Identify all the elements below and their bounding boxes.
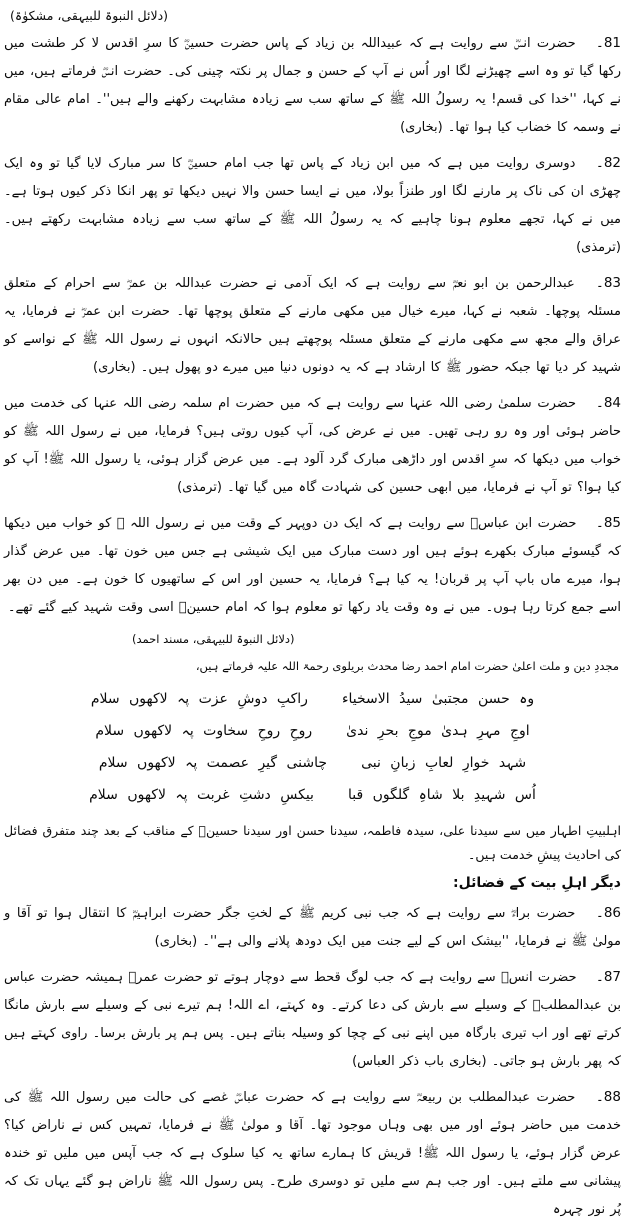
hadith-81: [4, 29, 621, 142]
couplet-4-first-hemistich: اُس شہیدِ بلا شاہِ گلگوں قبا: [347, 787, 536, 803]
hadith-81-text: حضرت انسؓ سے روایت ہے کہ عبیداللہ بن زیاد کے پاس حضرت حسینؓ کا سرِ اقدس لا کر طشت میں رکھا گیا تو وہ اسے چھیڑنے لگا اور اُس نے آپ کے حسن و جمال پر نکتہ چینی کی۔ حضرت انسؓ فرماتے ہیں، میں نے کہا، ''خدا کی قسم! یہ رسولُ اللہ ﷺ کے ساتھ سب سے زیادہ مشابہت رکھنے والے ہیں''۔ امام عالی مقام نے وسمہ کا خضاب کیا ہوا تھا۔ (بخاری): [4, 36, 621, 135]
hadith-82-text: دوسری روایت میں ہے کہ میں ابن زیاد کے پاس تھا جب امام حسینؓ کا سر مبارک لایا گیا تو وہ ایک چھڑی ان کی ناک پر مارنے لگا اور طنزاً بولا، میں نے ایسا حسن والا نہیں دیکھا تو پھر انکا ذکر کیوں ہوتا ہے۔ میں نے کہا، تجھے معلوم ہونا چاہیے کہ یہ رسولُ اللہ ﷺ کے ساتھ سب سے زیادہ مشابہت رکھتے ہیں۔ (ترمذی): [4, 156, 621, 255]
poetry-couplet-4: [4, 779, 621, 811]
hadith-81-number: 81۔: [595, 35, 621, 51]
couplet-2-second-hemistich: روحِ روحِ سخاوت پہ لاکھوں سلام: [95, 723, 313, 739]
couplet-3-first-hemistich: شہد خوارِ لعابِ زبانِ نبی: [361, 755, 527, 771]
hadith-85-source-citation: (دلائل النبوۃ للبیہقی، مسند احمد): [132, 632, 295, 646]
hadith-87-number: 87۔: [595, 969, 621, 985]
hadith-86-number: 86۔: [595, 905, 621, 921]
hadith-88-number: 88۔: [595, 1089, 621, 1105]
couplet-3-second-hemistich: چاشنی گیرِ عصمت پہ لاکھوں سلام: [98, 755, 328, 771]
couplet-2-first-hemistich: اوجِ مہرِ ہدیٰ موجِ بحرِ ندیٰ: [346, 723, 530, 739]
hadith-85-number: 85۔: [595, 515, 621, 531]
hadith-82: [4, 149, 621, 262]
hadith-87: [4, 963, 621, 1076]
poetry-couplet-2: [4, 715, 621, 747]
source-citation-top: (دلائل النبوۃ للبیہقی، مشکوٰۃ): [10, 8, 169, 23]
poetry-couplet-1: [4, 683, 621, 715]
section-heading-other-ahl-e-bait: دیگر اہلِ بیت کے فضائل:: [453, 875, 621, 891]
hadith-83-number: 83۔: [595, 275, 621, 291]
couplet-4-second-hemistich: بیکسِ دشتِ غربت پہ لاکھوں سلام: [89, 787, 314, 803]
transition-note: اہلبیتِ اطہار میں سے سیدنا علی، سیدہ فاطمہ، سیدنا حسن اور سیدنا حسینؓ کے مناقب کے بعد چند متفرق فضائل کی احادیث پیشِ خدمت ہیں۔: [4, 823, 621, 862]
hadith-84-number: 84۔: [595, 395, 621, 411]
hadith-84-text: حضرت سلمیٰ رضی اللہ عنہا سے روایت ہے کہ میں حضرت ام سلمہ رضی اللہ عنہا کی خدمت میں حاضر ہوئی اور وہ رو رہی تھیں۔ میں نے عرض کی، آپ کیوں روتی ہیں؟ فرمایا، میں نے رسول اللہ ﷺ کو خواب میں دیکھا کہ سرِ اقدس اور داڑھی مبارک گرد آلود ہے۔ میں عرض گزار ہوئی، یا رسول اللہ ﷺ! آپ کو کیا ہوا؟ تو آپ نے فرمایا، میں ابھی حسین کی شہادت گاہ میں گیا تھا۔ (ترمذی): [4, 396, 621, 495]
hadith-83-text: عبدالرحمن بن ابو نعمؓ سے روایت ہے کہ ایک آدمی نے حضرت عبداللہ بن عمرؓ سے احرام کے متعلق مسئلہ پوچھا۔ شعبہ نے کہا، میرے خیال میں مکھی مارنے کے متعلق پوچھا تھا۔ حضرت ابن عمرؓ نے فرمایا، یہ عراق والے مجھ سے مکھی مارنے کے متعلق مسئلہ پوچھتے ہیں حالانکہ انہوں نے رسول اللہ ﷺ کے نواسے کو شہید کر دیا تھا جبکہ حضور ﷺ کا ارشاد ہے کہ یہ دونوں دنیا میں میرے دو پھول ہیں۔ (بخاری): [4, 276, 621, 375]
couplet-1-first-hemistich: وہ حسن مجتبیٰ سیدُ الاسخیاء: [341, 691, 535, 707]
hadith-86: [4, 899, 621, 956]
hadith-82-number: 82۔: [595, 155, 621, 171]
hadith-84: [4, 389, 621, 502]
couplet-1-second-hemistich: راکبِ دوشِ عزت پہ لاکھوں سلام: [90, 691, 308, 707]
poetry-intro-line: مجددِ دین و ملت اعلیٰ حضرت امام احمد رضا محدث بریلوی رحمۃ اللہ علیہ فرماتے ہیں،: [195, 659, 619, 673]
hadith-88-text: حضرت عبدالمطلب بن ربیعہؓ سے روایت ہے کہ حضرت عباسؓ غصے کی حالت میں رسول اللہ ﷺ کی خدمت میں حاضر ہوئے اور میں بھی وہاں موجود تھا۔ آقا و مولیٰ ﷺ نے فرمایا، تمہیں کس نے ناراض کیا؟ عرض گزار ہوئے، یا رسول اللہ ﷺ! قریش کا ہمارے ساتھ یہ کیا سلوک ہے کہ جب آپس میں ملیں تو خندہ پیشانی سے ملتے ہیں۔ اور جب ہم سے ملیں تو دوسری طرح۔ پس رسول اللہ ﷺ ناراض ہو گئے یہاں تک کہ پُر نور چہرہ: [4, 1090, 621, 1217]
poetry-block: [4, 683, 621, 811]
hadith-85: [4, 509, 621, 622]
hadith-88: [4, 1083, 621, 1224]
poetry-couplet-3: [4, 747, 621, 779]
hadith-87-text: حضرت انسؓ سے روایت ہے کہ جب لوگ قحط سے دوچار ہوتے تو حضرت عمرؓ ہمیشہ حضرت عباس بن عبدالمطلبؓ کے وسیلے سے بارش کی دعا کرتے۔ وہ کہتے، اے اللہ! ہم تیرے نبی کے وسیلے سے بارش مانگا کرتے تھے اور اب تیری بارگاہ میں اپنے نبی کے چچا کو وسیلہ بناتے ہیں۔ پس ہم پر بارش برسا۔ راوی کہتے ہیں کہ پھر بارش ہو جاتی۔ (بخاری باب ذکر العباس): [4, 970, 621, 1069]
hadith-85-text: حضرت ابن عباسؓ سے روایت ہے کہ ایک دن دوپہر کے وقت میں نے رسول اللہ ﷺ کو خواب میں دیکھا کہ گیسوئے مبارک بکھرے ہوئے ہیں اور دست مبارک میں ایک شیشی ہے جس میں خون تھا۔ میں عرض گذار ہوا، میرے ماں باپ آپ پر قربان! یہ کیا ہے؟ فرمایا، یہ حسین اور اس کے ساتھیوں کا خون ہے۔ میں دن بھر اسے جمع کرتا رہا ہوں۔ میں نے وہ وقت یاد رکھا تو معلوم ہوا کہ امام حسینؓ اسی وقت شہید کیے گئے تھے۔: [4, 516, 621, 615]
hadith-83: [4, 269, 621, 382]
hadith-86-text: حضرت براءؓ سے روایت ہے کہ جب نبی کریم ﷺ کے لختِ جگر حضرت ابراہیمؓ کا انتقال ہوا تو آقا و مولیٰ ﷺ نے فرمایا، ''بیشک اس کے لیے جنت میں ایک دودھ پلانے والی ہے''۔ (بخاری): [4, 906, 621, 949]
